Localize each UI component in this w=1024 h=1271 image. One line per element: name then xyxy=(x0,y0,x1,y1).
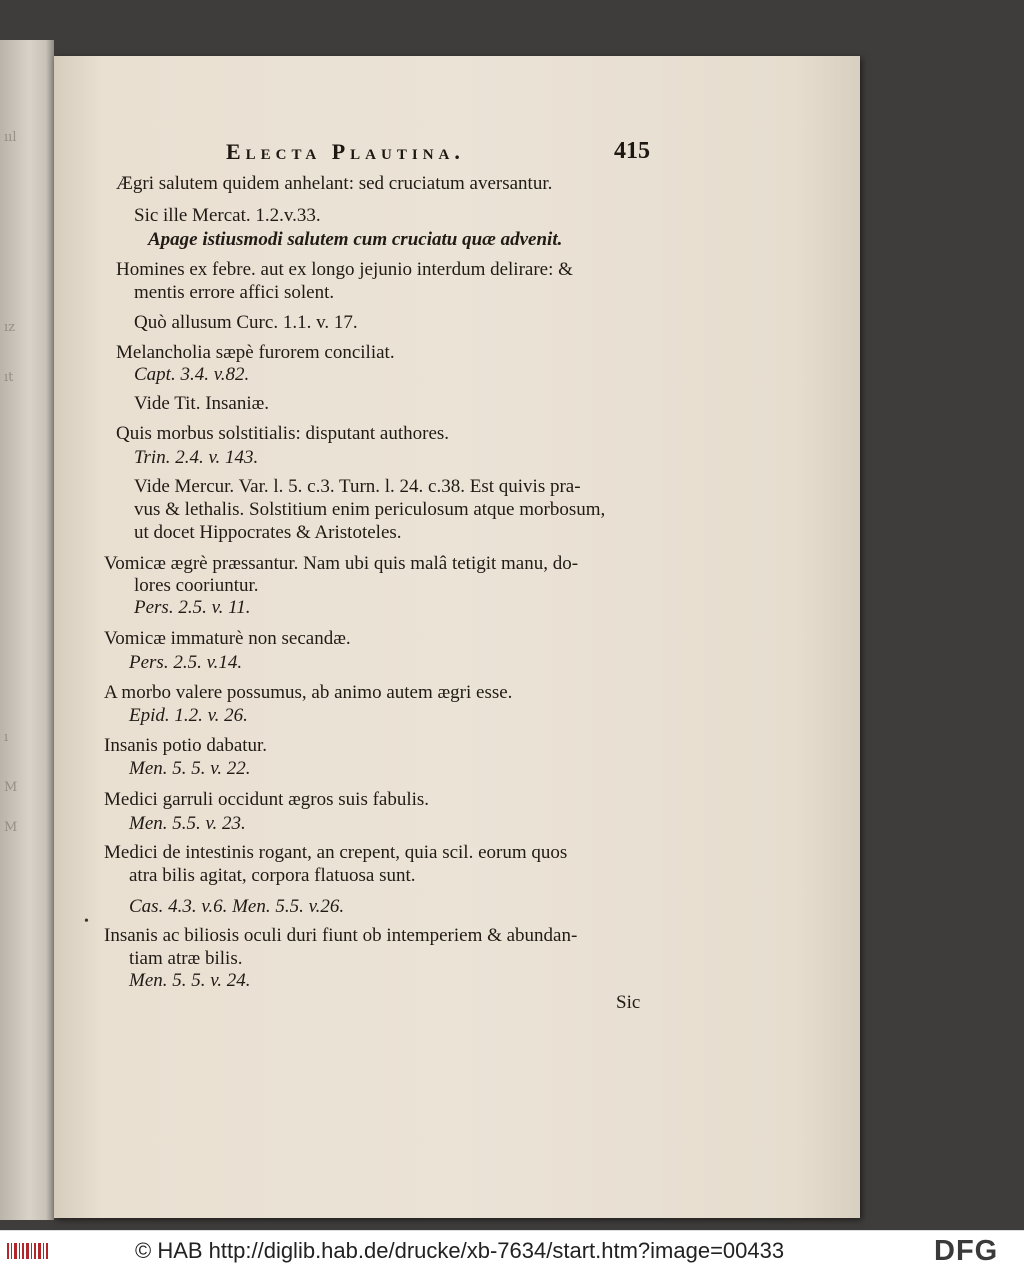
previous-page-edge: ııl ız ıt ı M M xyxy=(0,40,54,1220)
text-line: ut docet Hippocrates & Aristoteles. xyxy=(134,522,402,543)
text-line: Capt. 3.4. v.82. xyxy=(134,364,250,385)
text-line: Men. 5. 5. v. 24. xyxy=(129,970,251,991)
text-line: Vide Mercur. Var. l. 5. c.3. Turn. l. 24. c.38. Est quivis pra- xyxy=(134,476,581,497)
book-page xyxy=(54,56,860,1218)
text-line: Apage istiusmodi salutem cum cruciatu quæ advenit. xyxy=(148,229,563,250)
text-line: lores cooriuntur. xyxy=(134,575,259,596)
text-line: vus & lethalis. Solstitium enim periculosum atque morbosum, xyxy=(134,499,606,520)
running-head: Electa Plautina. xyxy=(226,139,465,164)
dfg-logo: DFG xyxy=(934,1235,999,1267)
text-line: Insanis ac biliosis oculi duri fiunt ob intemperiem & abundan- xyxy=(104,925,578,946)
text-line: Medici de intestinis rogant, an crepent, quia scil. eorum quos xyxy=(104,842,568,863)
text-line: Quò allusum Curc. 1.1. v. 17. xyxy=(134,312,358,333)
text-line: Quis morbus solstitialis: disputant authores. xyxy=(116,423,450,444)
text-line: Cas. 4.3. v.6. Men. 5.5. v.26. xyxy=(129,896,345,917)
text-line: Medici garruli occidunt ægros suis fabulis. xyxy=(104,789,430,810)
text-line: Insanis potio dabatur. xyxy=(104,735,268,756)
text-line: Vomicæ immaturè non secandæ. xyxy=(104,628,351,649)
copyright-link[interactable]: © HAB http://diglib.hab.de/drucke/xb-7634/start.htm?image=00433 xyxy=(135,1238,785,1263)
text-line: Epid. 1.2. v. 26. xyxy=(129,705,248,726)
text-line: Homines ex febre. aut ex longo jejunio interdum delirare: & xyxy=(116,259,573,280)
text-line: Vide Tit. Insaniæ. xyxy=(134,393,270,414)
text-line: Trin. 2.4. v. 143. xyxy=(134,447,259,468)
footer-bar xyxy=(0,1230,1024,1271)
text-line: Pers. 2.5. v. 11. xyxy=(134,597,251,618)
catchword: Sic xyxy=(616,992,641,1013)
text-line: Ægri salutem quidem anhelant: sed cruciatum aversantur. xyxy=(116,173,553,194)
barcode-icon xyxy=(6,1239,50,1263)
text-line: tiam atræ bilis. xyxy=(129,948,243,969)
text-line: Pers. 2.5. v.14. xyxy=(129,652,243,673)
text-line: Melancholia sæpè furorem conciliat. xyxy=(116,342,395,363)
margin-bullet: • xyxy=(84,914,89,929)
text-line: Sic ille Mercat. 1.2.v.33. xyxy=(134,205,321,226)
text-line: mentis errore affici solent. xyxy=(134,282,335,303)
text-line: Vomicæ ægrè præssantur. Nam ubi quis malâ tetigit manu, do- xyxy=(104,553,579,574)
text-line: atra bilis agitat, corpora flatuosa sunt. xyxy=(129,865,416,886)
text-line: Men. 5. 5. v. 22. xyxy=(129,758,251,779)
text-line: Men. 5.5. v. 23. xyxy=(129,813,246,834)
text-line: A morbo valere possumus, ab animo autem ægri esse. xyxy=(104,682,513,703)
page-number: 415 xyxy=(614,138,650,164)
